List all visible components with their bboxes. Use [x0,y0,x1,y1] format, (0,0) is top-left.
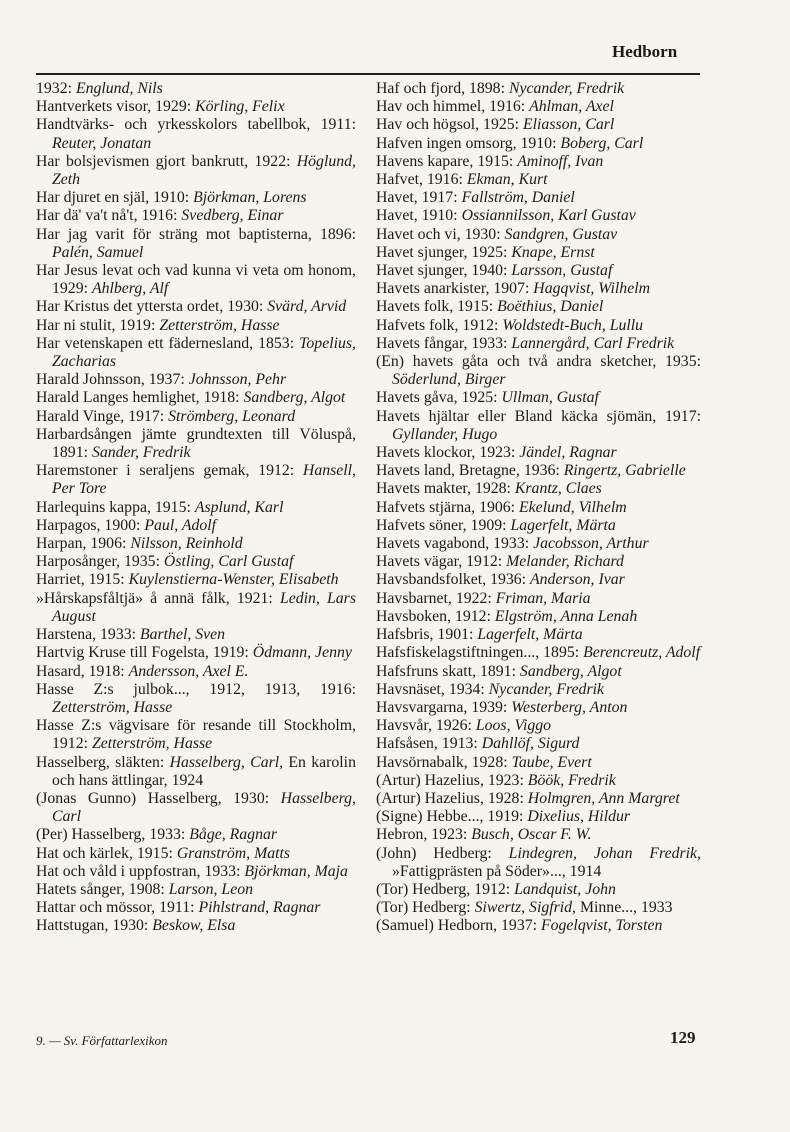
entry-title: (Signe) Hebbe..., 1919: [376,808,528,826]
footer-signature: 9. — Sv. Författarlexikon [36,1033,168,1048]
index-entry [376,408,701,444]
index-entry [376,608,701,626]
entry-author: Jändel, Ragnar [519,444,617,462]
entry-title: Havsbarnet, 1922: [376,589,496,607]
entry-author: Östling, Carl Gustaf [163,553,294,571]
entry-title: (Artur) Hazelius, 1923: [376,771,528,789]
entry-author: Beskow, Elsa [152,917,236,935]
entry-author: Körling, Felix [195,98,285,116]
index-entry [376,480,701,498]
entry-title: Har vetenskapen ett fädernesland, 1853: [36,334,300,352]
index-entry [36,389,356,407]
entry-title: Hat och våld i uppfostran, 1933: [36,862,245,880]
index-entry [36,408,356,426]
index-entry [376,826,701,844]
entry-author: Landquist, John [514,880,616,898]
header-rule [36,73,700,75]
entry-author: Melander, Richard [506,553,624,571]
entry-title: Har bolsjevismen gjort bankrutt, 1922: [36,152,297,170]
entry-author: Paul, Adolf [144,516,217,534]
entry-title: Harpagos, 1900: [36,516,145,534]
entry-title: (Samuel) Hedborn, 1937: [376,917,541,935]
entry-title: Harriet, 1915: [36,571,129,589]
entry-author: Zetterström, Hasse [159,316,280,334]
entry-title: Har dä' va't nå't, 1916: [36,207,182,225]
left-column [36,80,356,936]
entry-title: Hasselberg, släkten: [36,753,170,771]
entry-title: (Tor) Hedberg, 1912: [376,880,515,898]
entry-title: (En) havets gåta och två andra sketcher, 1935: [376,353,701,371]
index-entry [376,535,701,553]
entry-author: Busch, Oscar F. W. [471,826,592,844]
entry-author: Strömberg, Leonard [168,407,296,425]
index-entry [376,553,701,571]
entry-title: (Artur) Hazelius, 1928: [376,789,528,807]
entry-title: Havsvår, 1926: [376,717,476,735]
entry-title: Harald Langes hemlighet, 1918: [36,389,244,407]
entry-title: Hafvets folk, 1912: [376,316,503,334]
entry-title: Havets klockor, 1923: [376,444,520,462]
entry-title: »Hårskapsfåltjä» å annä fålk, 1921: [36,589,280,607]
entry-title: Hatets sånger, 1908: [36,880,169,898]
entry-author: Boberg, Carl [560,134,644,152]
entry-author: Böök, Fredrik [527,771,616,789]
entry-title: Hafvets söner, 1909: [376,516,511,534]
entry-author: Johnsson, Pehr [188,371,287,389]
entry-author: Friman, Maria [495,589,591,607]
index-entry [376,790,701,808]
entry-author: Nycander, Fredrik [508,80,625,97]
index-entry [36,917,356,935]
entry-title: Hav och himmel, 1916: [376,98,530,116]
entry-title: Hattstugan, 1930: [36,917,153,935]
index-entry [376,135,701,153]
entry-author: Larson, Leon [168,880,254,898]
entry-author: Ahlman, Axel [529,98,614,116]
entry-author: Granström, Matts [176,844,291,862]
entry-author: Topelius, Zacharias [52,334,356,371]
index-entry [376,80,701,98]
entry-title: Harpan, 1906: [36,535,131,553]
index-entry [36,116,356,152]
entry-author: Ledin, Lars August [52,589,356,625]
entry-title: Havets hjältar eller Bland käcka sjömän, 1917: [376,407,701,425]
index-entry [376,226,701,244]
entry-title: (Tor) Hedberg: [376,899,475,917]
index-entry [376,881,701,899]
running-head: Hedborn [612,42,678,61]
entry-title: Hasard, 1918: [36,662,129,680]
entry-title: Havets gåva, 1925: [376,389,502,407]
entry-title: Har Jesus levat och vad kunna vi veta om honom, 1929: [36,262,356,298]
entry-title: Havets land, Bretagne, 1936: [376,462,564,480]
index-entry [376,626,701,644]
entry-author: Dixelius, Hildur [527,808,631,826]
entry-title: Havets anarkister, 1907: [376,280,534,298]
entry-author: Larsson, Gustaf [511,262,613,280]
index-entry [376,153,701,171]
entry-author: Sandberg, Algot [243,389,346,407]
index-entry [36,262,356,298]
index-entry [36,98,356,116]
entry-author: Aminoff, Ivan [517,152,604,170]
index-entry [36,553,356,571]
index-entry [376,681,701,699]
entry-title: Harposånger, 1935: [36,553,164,571]
entry-author: Nilsson, Reinhold [130,535,243,553]
index-entry [376,644,701,662]
entry-author: Siwertz, Sigfrid, [474,899,577,917]
entry-author: Westerberg, Anton [511,698,628,716]
entry-author: Palén, Samuel [52,243,144,261]
entry-title: Hafsfiskelagstiftningen..., 1895: [376,644,584,662]
entry-title: Havet, 1917: [376,189,462,207]
entry-title: Havet sjunger, 1925: [376,243,512,261]
entry-author: Knape, Ernst [511,243,595,261]
index-entry [36,499,356,517]
index-entry [36,881,356,899]
entry-title: Havsvargarna, 1939: [376,698,512,716]
entry-author: Barthel, Sven [139,626,226,644]
entry-author: Berencreutz, Adolf [583,644,701,662]
index-entry [36,426,356,462]
index-entry [376,98,701,116]
entry-author: Hagqvist, Wilhelm [533,280,651,298]
index-entry [36,754,356,790]
entry-title: Harald Vinge, 1917: [36,407,169,425]
entry-author: Fogelqvist, Torsten [540,917,663,935]
entry-author: Svedberg, Einar [181,207,284,225]
entry-title: Har ni stulit, 1919: [36,316,160,334]
index-entry [376,517,701,535]
entry-author: Englund, Nils [75,80,163,97]
entry-author: Sandberg, Algot [519,662,622,680]
entry-author: Hansell, Per Tore [52,462,356,498]
entry-title: (Jonas Gunno) Hasselberg, 1930: [36,789,281,807]
entry-author: Elgström, Anna Lenah [494,607,638,625]
index-entry [376,244,701,262]
entry-title: Har jag varit för sträng mot baptisterna, 1896: [36,225,356,243]
entry-title: Hav och högsol, 1925: [376,116,523,134]
entry-author: Lagerfelt, Märta [477,626,583,644]
entry-author: Loos, Viggo [475,717,552,735]
entry-author: Reuter, Jonatan [52,134,152,152]
index-entry [36,571,356,589]
entry-title: Hantverkets visor, 1929: [36,98,196,116]
index-entry [376,335,701,353]
entry-title-continued: »Fattigprästen på Söder»..., 1914 [392,862,602,880]
entry-author: Lindegren, Johan Fredrik, [508,844,701,862]
index-entry [376,298,701,316]
index-entry [36,863,356,881]
entry-author: Taube, Evert [511,753,592,771]
index-entry [376,772,701,790]
index-entry [376,171,701,189]
index-entry [36,317,356,335]
entry-title: Hat och kärlek, 1915: [36,844,177,862]
entry-author: Woldstedt-Buch, Lullu [502,316,644,334]
entry-title: Havet och vi, 1930: [376,225,505,243]
index-entry [36,644,356,662]
index-entry [376,317,701,335]
entry-author: Nycander, Fredrik [488,680,604,698]
index-entry [36,371,356,389]
entry-author: Zetterström, Hasse [91,735,213,753]
entry-title-continued: En karolin och hans ättlingar, 1924 [52,753,356,789]
entry-title: Havsboken, 1912: [376,607,495,625]
index-entry [376,207,701,225]
index-entry [36,207,356,225]
entry-author: Lannergård, Carl Fredrik [511,334,675,352]
entry-author: Björkman, Lorens [193,189,307,207]
index-entry [36,826,356,844]
entry-author: Björkman, Maja [244,862,348,880]
index-entry [376,808,701,826]
entry-title: 1932: [36,80,76,97]
entry-author: Hasselberg, Carl, [169,753,284,771]
entry-title: Havsnäset, 1934: [376,680,489,698]
entry-author: Krantz, Claes [514,480,602,498]
entry-author: Pihlstrand, Ragnar [198,899,321,917]
entry-author: Dahllöf, Sigurd [481,735,580,753]
entry-author: Ekman, Kurt [466,171,548,189]
entry-title: Havet sjunger, 1940: [376,262,512,280]
entry-author: Ödmann, Jenny [252,644,352,662]
entry-title: (Per) Hasselberg, 1933: [36,826,190,844]
entry-author: Ringertz, Gabrielle [563,462,686,480]
entry-author: Höglund, Zeth [52,152,356,189]
index-entry [376,280,701,298]
entry-title: Havets vägar, 1912: [376,553,507,571]
entry-author: Ahlberg, Alf [91,280,169,298]
entry-author: Söderlund, Birger [392,371,506,389]
entry-title: Hafvets stjärna, 1906: [376,498,520,516]
entry-author: Båge, Ragnar [189,826,278,844]
entry-title: Harald Johnsson, 1937: [36,371,189,389]
entry-title-continued: Minne..., 1933 [576,899,673,917]
index-entry [376,917,701,935]
entry-author: Ullman, Gustaf [501,389,599,407]
entry-author: Sander, Fredrik [91,444,191,462]
entry-title: Hebron, 1923: [376,826,472,844]
entry-author: Anderson, Ivar [530,571,625,589]
index-entry [36,462,356,498]
index-entry [376,699,701,717]
index-entry [376,571,701,589]
index-entry [376,735,701,753]
index-entry [36,189,356,207]
entry-title: Havens kapare, 1915: [376,152,518,170]
entry-title: (John) Hedberg: [376,844,509,862]
index-entry [376,899,701,917]
index-entry [36,517,356,535]
entry-author: Eliasson, Carl [523,116,615,134]
entry-title: Hafvet, 1916: [376,171,467,189]
entry-title: Haremstoner i seraljens gemak, 1912: [36,462,303,480]
entry-title: Harlequins kappa, 1915: [36,498,195,516]
entry-author: Ossiannilsson, Karl Gustav [461,207,636,225]
entry-title: Hasse Z:s julbok..., 1912, 1913, 1916: [36,680,356,698]
index-entry [36,663,356,681]
entry-author: Asplund, Karl [194,498,284,516]
entry-title: Harbardsången jämte grundtexten till Völuspå, 1891: [36,425,356,462]
index-entry [36,845,356,863]
entry-author: Ekelund, Vilhelm [519,498,627,516]
index-entry [36,535,356,553]
index-entry [376,754,701,772]
entry-author: Boëthius, Daniel [497,298,604,316]
entry-title: Havets vagabond, 1933: [376,535,534,553]
index-entry [376,462,701,480]
page-number: 129 [670,1028,696,1047]
entry-title: Havets fångar, 1933: [376,334,512,352]
index-entry [36,153,356,189]
index-entry [36,335,356,371]
entry-title: Hafven ingen omsorg, 1910: [376,134,561,152]
entry-title: Hattar och mössor, 1911: [36,899,199,917]
entry-author: Holmgren, Ann Margret [527,789,680,807]
entry-title: Hafsfruns skatt, 1891: [376,662,520,680]
index-entry [36,626,356,644]
entry-author: Jacobsson, Arthur [533,535,649,553]
entry-title: Havsbandsfolket, 1936: [376,571,530,589]
entry-title: Har djuret en själ, 1910: [36,189,194,207]
entry-author: Andersson, Axel E. [128,662,249,680]
index-entry [36,590,356,626]
index-entry [36,80,356,98]
entry-title: Haf och fjord, 1898: [376,80,509,97]
entry-author: Svärd, Arvid [267,298,347,316]
index-entry [376,845,701,881]
index-entry [376,499,701,517]
entry-title: Har Kristus det yttersta ordet, 1930: [36,298,268,316]
entry-author: Gyllander, Hugo [392,425,498,443]
index-entry [376,717,701,735]
right-column [376,80,701,936]
index-entry [36,717,356,753]
index-entry [376,116,701,134]
entry-title: Havet, 1910: [376,207,462,225]
entry-title: Havets folk, 1915: [376,298,498,316]
index-entry [36,681,356,717]
entry-title: Hafsbris, 1901: [376,626,478,644]
index-entry [376,444,701,462]
entry-title: Harstena, 1933: [36,626,140,644]
index-entry [376,189,701,207]
index-entry [36,790,356,826]
entry-title: Hafsåsen, 1913: [376,735,482,753]
index-entry [376,389,701,407]
entry-author: Sandgren, Gustav [504,225,618,243]
entry-title: Hasse Z:s vägvisare för resande till Stockholm, 1912: [36,717,356,753]
entry-title: Havsörnabalk, 1928: [376,753,512,771]
index-entry [36,226,356,262]
entry-author: Kuylenstierna-Wenster, Elisabeth [128,571,339,589]
entry-title: Hartvig Kruse till Fogelsta, 1919: [36,644,253,662]
index-entry [376,262,701,280]
index-entry [376,353,701,389]
entry-author: Hasselberg, Carl [52,789,356,826]
index-entry [36,899,356,917]
index-entry [376,663,701,681]
entry-title: Havets makter, 1928: [376,480,515,498]
entry-author: Zetterström, Hasse [52,698,173,716]
index-entry [36,298,356,316]
entry-author: Fallström, Daniel [461,189,575,207]
entry-title: Handtvärks- och yrkesskolors tabellbok, 1911: [36,116,356,134]
index-entry [376,590,701,608]
entry-author: Lagerfelt, Märta [510,516,616,534]
